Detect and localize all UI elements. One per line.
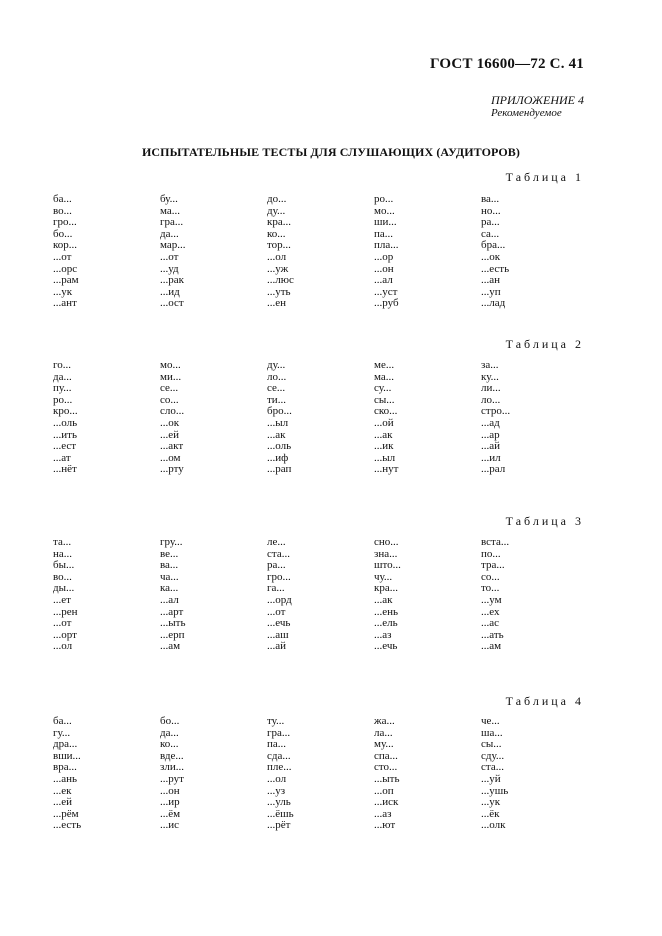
word-cell: ...уль <box>267 796 291 809</box>
word-cell: ...от <box>53 617 72 630</box>
word-cell: ...ак <box>267 428 286 441</box>
word-cell: ...руб <box>374 297 399 310</box>
word-cell: ...ис <box>160 819 180 832</box>
word-cell: ли... <box>481 382 501 395</box>
word-cell: стро... <box>481 405 511 418</box>
word-cell: ...ир <box>160 796 180 809</box>
word-cell: сто... <box>374 761 398 774</box>
word-cell: ...ам <box>481 640 502 653</box>
appendix-block <box>491 94 584 120</box>
word-cell: ...ак <box>374 593 393 606</box>
word-cell: ...рап <box>267 463 292 476</box>
word-cell: со... <box>160 393 179 406</box>
word-cell: жа... <box>374 715 395 727</box>
word-cell: ...рём <box>53 807 79 820</box>
word-cell: ...лад <box>481 297 506 310</box>
word-column <box>160 360 267 476</box>
word-cell: го... <box>53 359 71 371</box>
word-cell: ...рут <box>160 772 184 785</box>
word-column <box>53 716 160 832</box>
word-cell: ра... <box>481 216 500 229</box>
word-column <box>267 360 374 476</box>
word-cell: ро... <box>53 393 73 406</box>
table-label-1: Таблица 1 <box>505 170 584 184</box>
word-cell: ...ой <box>374 416 394 429</box>
word-cell: га... <box>267 582 285 595</box>
word-cell: бро... <box>267 405 292 418</box>
word-cell: кро... <box>53 405 78 418</box>
word-column <box>53 194 160 310</box>
word-cell: ...он <box>374 262 394 275</box>
word-cell: ...ёк <box>481 807 500 820</box>
word-cell: тра... <box>481 559 505 572</box>
word-cell: са... <box>481 227 500 240</box>
table-label-3: Таблица 3 <box>505 514 584 528</box>
word-cell: се... <box>267 382 286 395</box>
word-cell: вде... <box>160 749 184 762</box>
word-cell: ...ей <box>160 428 180 441</box>
word-cell: гро... <box>53 216 77 229</box>
word-cell: ...ал <box>160 593 179 606</box>
word-cell: ра... <box>267 559 286 572</box>
word-cell: бы... <box>53 559 75 572</box>
word-cell: за... <box>481 359 499 371</box>
word-cell: ...ак <box>374 428 393 441</box>
word-cell: гра... <box>160 216 184 229</box>
word-table-4 <box>53 716 593 832</box>
word-cell: ...ум <box>481 593 502 606</box>
word-cell: сда... <box>267 749 291 762</box>
word-column <box>481 194 588 310</box>
word-column <box>53 537 160 653</box>
word-cell: што... <box>374 559 401 572</box>
word-cell: ...рам <box>53 274 79 287</box>
word-cell: спа... <box>374 749 398 762</box>
word-cell: ...рал <box>481 463 506 476</box>
word-table-1 <box>53 194 593 310</box>
word-cell: ла... <box>374 726 393 739</box>
word-column <box>160 716 267 832</box>
word-cell: ...олк <box>481 819 506 832</box>
word-cell: ...ант <box>53 297 77 310</box>
word-cell: ...оль <box>267 440 292 453</box>
word-cell: ...ень <box>374 605 399 618</box>
word-cell: ...уст <box>374 285 398 298</box>
word-cell: мар... <box>160 239 186 252</box>
word-cell: пла... <box>374 239 399 252</box>
word-cell: ...уж <box>267 262 289 275</box>
word-cell: зна... <box>374 547 398 560</box>
word-cell: кор... <box>53 239 78 252</box>
word-cell: кра... <box>267 216 291 229</box>
word-cell: ...ыл <box>374 451 396 464</box>
word-cell: да... <box>160 726 179 739</box>
word-cell: ...ыть <box>374 772 400 785</box>
word-cell: ...ан <box>481 274 501 287</box>
word-cell: сно... <box>374 536 399 548</box>
word-cell: ма... <box>160 204 181 217</box>
word-cell: ша... <box>481 726 503 739</box>
word-cell: ...ол <box>267 250 287 263</box>
word-cell: ...ерп <box>160 628 185 641</box>
word-cell: ти... <box>267 393 286 406</box>
word-column <box>160 537 267 653</box>
word-cell: ми... <box>160 370 182 383</box>
word-cell: бо... <box>160 715 180 727</box>
word-cell: ва... <box>481 193 500 205</box>
word-cell: гу... <box>53 726 71 739</box>
word-cell: ме... <box>374 359 395 371</box>
word-cell: да... <box>160 227 179 240</box>
word-cell: ба... <box>53 715 72 727</box>
word-cell: ...орт <box>53 628 77 641</box>
word-cell: ши... <box>374 216 397 229</box>
word-cell: ...ечь <box>374 640 398 653</box>
word-cell: ма... <box>374 370 395 383</box>
word-cell: ...ыть <box>160 617 186 630</box>
word-cell: ...ок <box>481 250 501 263</box>
word-cell: ...ань <box>53 772 78 785</box>
word-cell: ...акт <box>160 440 184 453</box>
word-column <box>267 716 374 832</box>
word-column <box>53 360 160 476</box>
word-cell: ...ей <box>53 796 73 809</box>
word-cell: ча... <box>160 570 179 583</box>
page-header: ГОСТ 16600—72 С. 41 <box>430 56 584 72</box>
word-cell: ...ор <box>374 250 394 263</box>
word-cell: да... <box>53 370 72 383</box>
word-cell: то... <box>481 582 500 595</box>
word-cell: бра... <box>481 239 506 252</box>
word-cell: ...он <box>160 784 180 797</box>
word-cell: сду... <box>481 749 505 762</box>
word-cell: ...ай <box>481 440 501 453</box>
word-cell: ...ют <box>374 819 396 832</box>
word-cell: кра... <box>374 582 398 595</box>
word-cell: ...уть <box>267 285 291 298</box>
word-cell: ды... <box>53 582 75 595</box>
word-column <box>481 537 588 653</box>
word-cell: на... <box>53 547 73 560</box>
word-cell: ...ест <box>53 440 77 453</box>
word-cell: ду... <box>267 204 286 217</box>
word-cell: ...ат <box>53 451 71 464</box>
word-cell: дра... <box>53 738 78 751</box>
word-cell: ...ом <box>160 451 181 464</box>
word-cell: ...арт <box>160 605 184 618</box>
word-cell: ...иф <box>267 451 289 464</box>
word-cell: ...уд <box>160 262 179 275</box>
word-cell: ...ечь <box>267 617 291 630</box>
word-cell: че... <box>481 715 500 727</box>
word-cell: во... <box>53 204 72 217</box>
word-cell: ...люс <box>267 274 294 287</box>
word-cell: па... <box>267 738 287 751</box>
word-cell: зли... <box>160 761 184 774</box>
word-cell: ...аз <box>374 807 392 820</box>
word-table-3 <box>53 537 593 653</box>
word-cell: ...оп <box>374 784 394 797</box>
word-cell: ...ём <box>160 807 181 820</box>
word-cell: ...рту <box>160 463 184 476</box>
word-cell: вши... <box>53 749 81 762</box>
word-cell: ду... <box>267 359 286 371</box>
word-cell: сы... <box>481 738 502 751</box>
word-cell: во... <box>53 570 72 583</box>
word-cell: ...ик <box>374 440 394 453</box>
word-table-2 <box>53 360 593 476</box>
word-cell: ...орд <box>267 593 292 606</box>
word-cell: но... <box>481 204 501 217</box>
word-cell: ...есть <box>481 262 510 275</box>
word-cell: пле... <box>267 761 292 774</box>
word-cell: ...ушь <box>481 784 509 797</box>
word-cell: ...рёт <box>267 819 291 832</box>
word-cell: ...ад <box>481 416 500 429</box>
word-cell: ста... <box>267 547 290 560</box>
word-column <box>481 716 588 832</box>
word-cell: до... <box>267 193 287 205</box>
word-cell: ...ар <box>481 428 500 441</box>
word-cell: ...ёшь <box>267 807 294 820</box>
word-cell: се... <box>160 382 179 395</box>
word-cell: ...ук <box>481 796 501 809</box>
word-cell: ста... <box>481 761 504 774</box>
word-cell: ...ить <box>53 428 77 441</box>
word-cell: ...ыл <box>267 416 289 429</box>
word-cell: ...уй <box>481 772 501 785</box>
word-cell: сло... <box>160 405 185 418</box>
recommended-label: Рекомендуемое <box>491 107 562 119</box>
word-cell: ско... <box>374 405 398 418</box>
word-cell: ко... <box>160 738 179 751</box>
word-cell: бу... <box>160 193 178 205</box>
word-column <box>481 360 588 476</box>
word-cell: мо... <box>160 359 181 371</box>
word-cell: та... <box>53 536 72 548</box>
word-cell: бо... <box>53 227 73 240</box>
word-cell: ...ок <box>160 416 180 429</box>
word-cell: ...нёт <box>53 463 77 476</box>
word-cell: пу... <box>53 382 72 395</box>
word-cell: ...есть <box>53 819 82 832</box>
word-cell: ...ек <box>53 784 72 797</box>
word-cell: тор... <box>267 239 291 252</box>
word-cell: ло... <box>267 370 287 383</box>
word-column <box>374 537 481 653</box>
word-column <box>267 537 374 653</box>
word-cell: гра... <box>267 726 291 739</box>
word-cell: ...ал <box>374 274 393 287</box>
word-cell: ...ех <box>481 605 500 618</box>
word-cell: ...оль <box>53 416 78 429</box>
word-cell: ве... <box>160 547 179 560</box>
word-cell: ...аз <box>374 628 392 641</box>
appendix-label: ПРИЛОЖЕНИЕ 4 <box>491 93 584 107</box>
word-cell: ...ол <box>53 640 73 653</box>
word-cell: гру... <box>160 536 183 548</box>
word-cell: по... <box>481 547 501 560</box>
word-cell: чу... <box>374 570 393 583</box>
word-cell: гро... <box>267 570 291 583</box>
word-cell: ...от <box>160 250 179 263</box>
word-cell: ва... <box>160 559 179 572</box>
word-cell: ...ет <box>53 593 71 606</box>
word-column <box>267 194 374 310</box>
word-cell: ...рак <box>160 274 184 287</box>
word-cell: ле... <box>267 536 286 548</box>
word-cell: со... <box>481 570 500 583</box>
table-label-4: Таблица 4 <box>505 694 584 708</box>
word-cell: ...ам <box>160 640 181 653</box>
word-column <box>374 716 481 832</box>
word-cell: мо... <box>374 204 395 217</box>
word-cell: ба... <box>53 193 72 205</box>
word-cell: ло... <box>481 393 501 406</box>
word-cell: су... <box>374 382 392 395</box>
word-cell: ...ук <box>53 285 73 298</box>
word-cell: ...ид <box>160 285 180 298</box>
word-cell: ро... <box>374 193 394 205</box>
word-cell: ...ил <box>481 451 501 464</box>
word-cell: ...от <box>267 605 286 618</box>
word-cell: ко... <box>267 227 286 240</box>
word-cell: вста... <box>481 536 510 548</box>
word-cell: му... <box>374 738 394 751</box>
word-cell: сы... <box>374 393 395 406</box>
word-cell: ...ай <box>267 640 287 653</box>
word-cell: ту... <box>267 715 285 727</box>
word-cell: вра... <box>53 761 77 774</box>
word-cell: ку... <box>481 370 499 383</box>
word-cell: ...орс <box>53 262 78 275</box>
word-cell: ...уп <box>481 285 501 298</box>
word-cell: ка... <box>160 582 179 595</box>
table-label-2: Таблица 2 <box>505 337 584 351</box>
word-column <box>374 360 481 476</box>
word-cell: ...ать <box>481 628 504 641</box>
word-column <box>160 194 267 310</box>
word-cell: ...иск <box>374 796 399 809</box>
word-cell: ...аш <box>267 628 289 641</box>
word-cell: ...нут <box>374 463 399 476</box>
word-cell: па... <box>374 227 394 240</box>
word-cell: ...рен <box>53 605 78 618</box>
word-cell: ...ост <box>160 297 184 310</box>
word-cell: ...от <box>53 250 72 263</box>
word-cell: ...уз <box>267 784 286 797</box>
document-title: ИСПЫТАТЕЛЬНЫЕ ТЕСТЫ ДЛЯ СЛУШАЮЩИХ (АУДИТОРОВ) <box>141 145 521 159</box>
word-cell: ...ен <box>267 297 287 310</box>
word-cell: ...ель <box>374 617 398 630</box>
word-column <box>374 194 481 310</box>
word-cell: ...ас <box>481 617 500 630</box>
word-cell: ...ол <box>267 772 287 785</box>
